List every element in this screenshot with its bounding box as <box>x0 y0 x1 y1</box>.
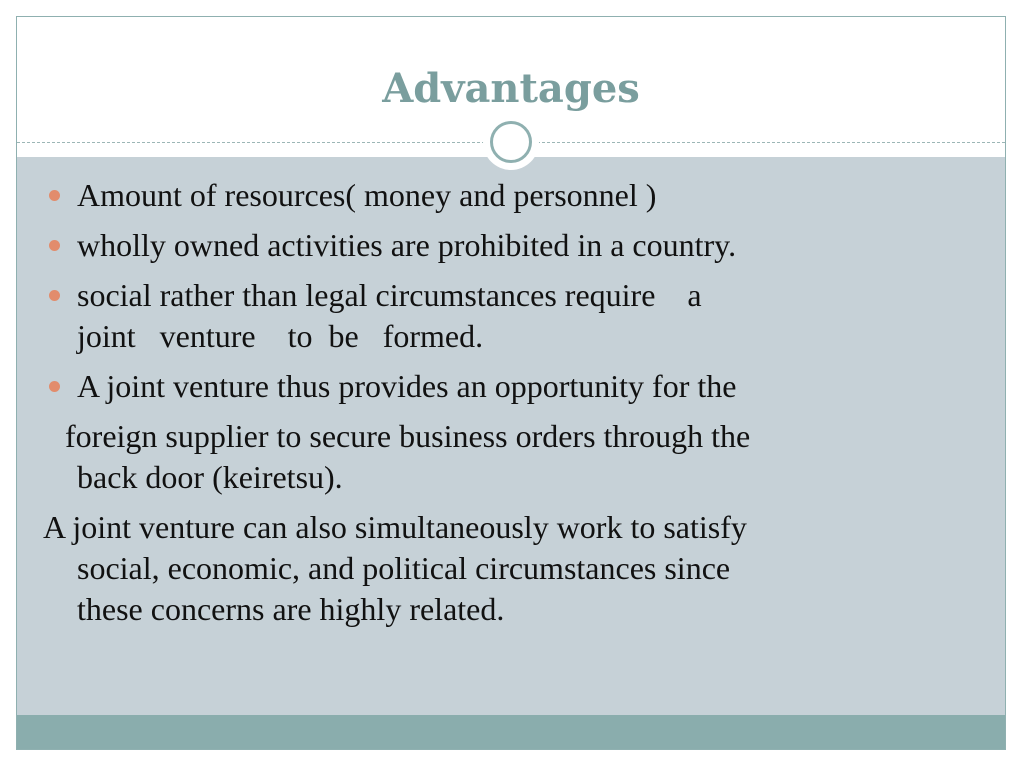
slide <box>16 16 1006 750</box>
bullet-text: wholly owned activities are prohibited in a country. <box>77 227 737 263</box>
paragraph-line: foreign supplier to secure business orders through the <box>65 418 751 454</box>
bullet-item <box>43 366 993 407</box>
bullet-item <box>43 175 993 216</box>
bullet-text: social rather than legal circumstances require a <box>77 277 702 313</box>
slide-title: Advantages <box>382 65 640 112</box>
bullet-text: Amount of resources( money and personnel ) <box>77 177 657 213</box>
bullet-dot-icon <box>49 240 60 251</box>
paragraph-line: social, economic, and political circumstances since <box>77 550 731 586</box>
ring-ornament-inner <box>490 121 532 163</box>
paragraph-line: these concerns are highly related. <box>77 591 505 627</box>
bullet-dot-icon <box>49 190 60 201</box>
paragraph-line: back door (keiretsu). <box>77 459 343 495</box>
bullet-text-continued: joint venture to be formed. <box>77 318 484 354</box>
footer-bar <box>17 715 1005 749</box>
slide-content <box>43 175 993 639</box>
bullet-dot-icon <box>49 290 60 301</box>
ring-ornament-icon <box>483 114 539 170</box>
bullet-dot-icon <box>49 381 60 392</box>
paragraph-line: A joint venture can also simultaneously work to satisfy <box>43 509 747 545</box>
paragraph <box>43 507 993 630</box>
bullet-item <box>43 275 993 357</box>
bullet-text: A joint venture thus provides an opportunity for the <box>77 368 737 404</box>
bullet-item <box>43 225 993 266</box>
paragraph <box>43 416 993 498</box>
